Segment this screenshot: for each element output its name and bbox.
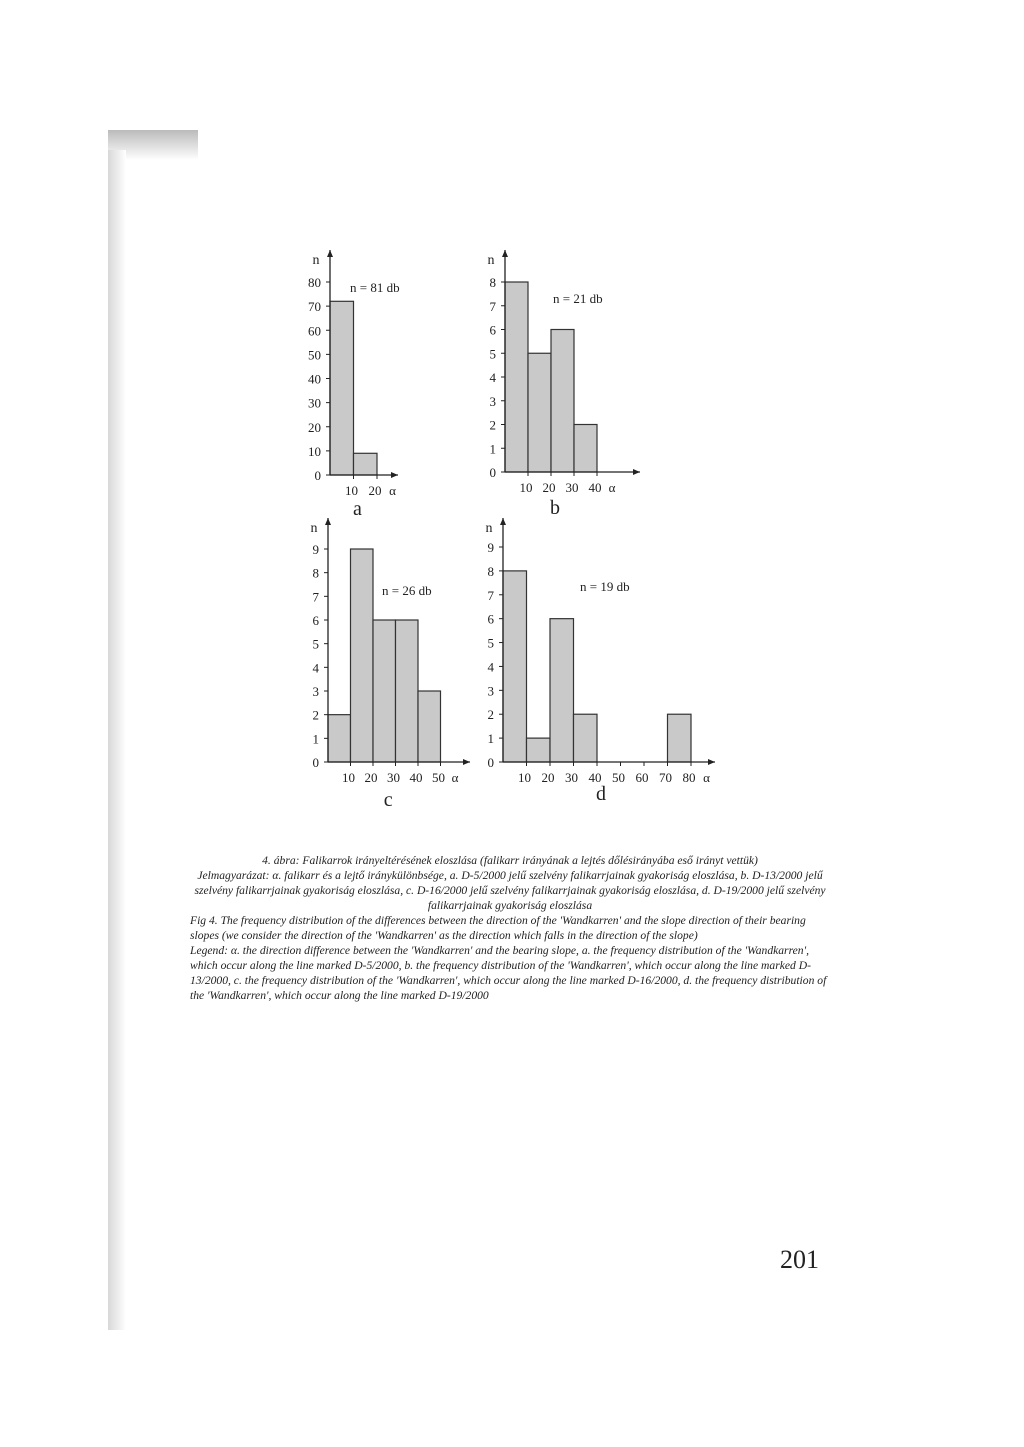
- histogram-bar-b-3: [551, 330, 574, 473]
- x-tick-label-c-30: 30: [387, 770, 400, 785]
- y-tick-label-d-1: 1: [487, 731, 494, 747]
- x-tick-label-d-60: 60: [635, 770, 649, 785]
- y-tick-label-c-0: 0: [312, 755, 319, 770]
- y-tick-label-c-4: 4: [312, 660, 319, 676]
- x-tick-label-d-20: 20: [541, 770, 555, 785]
- y-tick-label-a-40: 40: [308, 371, 321, 387]
- x-tick-label-b-20: 20: [542, 480, 556, 495]
- y-tick-label-d-6: 6: [487, 611, 494, 627]
- x-axis-arrow-d: [708, 759, 715, 765]
- y-tick-label-b-5: 5: [489, 346, 496, 362]
- y-tick-label-c-9: 9: [312, 542, 319, 557]
- x-tick-label-c-50: 50: [432, 770, 445, 785]
- y-tick-label-b-4: 4: [489, 370, 496, 385]
- histogram-bar-a-2: [354, 453, 378, 475]
- y-tick-label-a-70: 70: [308, 299, 321, 315]
- x-tick-label-a-20: 20: [368, 483, 382, 498]
- y-tick-label-a-10: 10: [308, 443, 321, 459]
- sample-size-annotation-d: n = 19 db: [580, 579, 630, 594]
- histogram-bar-b-1: [505, 282, 528, 472]
- y-tick-label-c-3: 3: [312, 684, 319, 699]
- caption-hu-title: 4. ábra: Falikarrok irányeltérésének eloszlása (falikarr irányának a lejtés dőlésirányába eső irányt vettük): [262, 854, 758, 867]
- x-tick-label-a-10: 10: [345, 483, 358, 498]
- figure-caption: [190, 853, 830, 1003]
- x-tick-label-d-30: 30: [565, 770, 578, 785]
- panel-label-a: a: [353, 498, 362, 520]
- y-tick-label-b-7: 7: [489, 298, 496, 314]
- x-tick-label-b-40: 40: [588, 480, 602, 495]
- x-tick-label-c-10: 10: [342, 770, 355, 785]
- sample-size-annotation-c: n = 26 db: [382, 583, 432, 598]
- y-tick-label-b-2: 2: [489, 417, 496, 433]
- histogram-bar-c-2: [351, 549, 374, 762]
- histogram-bar-d-3: [550, 619, 574, 762]
- x-tick-label-d-50: 50: [612, 770, 625, 785]
- y-axis-label-a: n: [312, 253, 320, 268]
- y-tick-label-d-7: 7: [487, 587, 494, 603]
- histogram-bar-c-4: [396, 620, 419, 762]
- y-tick-label-c-2: 2: [312, 707, 319, 723]
- y-tick-label-c-7: 7: [312, 589, 319, 605]
- panel-label-d: d: [596, 783, 606, 805]
- y-tick-label-a-50: 50: [308, 347, 321, 363]
- y-tick-label-b-6: 6: [489, 322, 496, 338]
- histogram-bar-b-2: [528, 353, 551, 472]
- y-tick-label-d-2: 2: [487, 707, 494, 723]
- x-tick-label-c-40: 40: [409, 770, 423, 785]
- caption-en-title: Fig 4. The frequency distribution of the differences between the direction of the 'Wandkarren' and the slope direction of their bearing slopes (we consider the direction of the 'Wandkarren' as the direction which falls in the direction of the slope): [190, 914, 806, 942]
- page-number: 201: [780, 1245, 819, 1274]
- histogram-bar-c-1: [328, 715, 351, 762]
- y-tick-label-c-8: 8: [312, 565, 319, 581]
- x-tick-label-d-40: 40: [588, 770, 602, 785]
- y-tick-label-b-0: 0: [489, 465, 496, 480]
- y-tick-label-d-0: 0: [487, 755, 494, 770]
- histogram-bar-d-4: [574, 714, 598, 762]
- x-axis-label-a: α: [389, 483, 396, 498]
- y-tick-label-d-9: 9: [487, 540, 494, 555]
- panel-label-b: b: [550, 497, 560, 519]
- y-tick-label-d-4: 4: [487, 659, 494, 675]
- y-axis-arrow-c: [325, 518, 331, 525]
- y-tick-label-a-0: 0: [314, 468, 321, 483]
- x-axis-arrow-c: [463, 759, 470, 765]
- x-tick-label-b-30: 30: [565, 480, 579, 495]
- x-tick-label-d-80: 80: [682, 770, 696, 785]
- y-axis-arrow-a: [327, 250, 333, 257]
- y-tick-label-b-8: 8: [489, 275, 496, 290]
- y-tick-label-a-80: 80: [308, 275, 321, 290]
- histogram-bar-c-5: [418, 691, 441, 762]
- histogram-bar-d-1: [503, 571, 527, 762]
- y-tick-label-c-6: 6: [312, 613, 319, 628]
- x-axis-arrow-b: [633, 469, 640, 475]
- x-tick-label-d-70: 70: [659, 770, 672, 785]
- x-tick-label-b-10: 10: [519, 480, 533, 495]
- y-axis-label-d: n: [485, 521, 493, 536]
- y-tick-label-b-3: 3: [489, 393, 496, 409]
- y-axis-label-b: n: [487, 253, 495, 268]
- y-tick-label-a-20: 20: [308, 419, 321, 435]
- y-tick-label-a-60: 60: [308, 323, 321, 339]
- y-axis-arrow-b: [502, 250, 508, 257]
- y-axis-label-c: n: [310, 521, 318, 536]
- x-tick-label-c-20: 20: [364, 770, 378, 785]
- x-axis-label-c: α: [451, 770, 459, 785]
- histogram-bar-d-2: [527, 738, 551, 762]
- y-tick-label-a-30: 30: [308, 395, 321, 411]
- y-axis-arrow-d: [500, 518, 506, 525]
- sample-size-annotation-b: n = 21 db: [553, 291, 603, 306]
- y-tick-label-d-5: 5: [487, 635, 494, 651]
- histogram-bar-b-4: [574, 425, 597, 473]
- x-axis-label-d: α: [703, 770, 710, 785]
- sample-size-annotation-a: n = 81 db: [350, 280, 400, 295]
- y-tick-label-d-8: 8: [487, 563, 494, 579]
- caption-en-legend: Legend: α. the direction difference between the 'Wandkarren' and the bearing slope, a. the frequency distribution of the 'Wandkarren', which occur along the line marked D-5/2000, b. the frequency distribution of the 'Wandkarren', which occur along the line marked D-13/2000, c. the frequency distribution of the 'Wandkarren', which occur along the line marked D-16/2000, d. the frequency distribution of the 'Wandkarren', which occur along the line marked D-19/2000: [190, 944, 827, 1002]
- x-axis-arrow-a: [391, 472, 398, 478]
- histogram-bar-d-8: [668, 714, 692, 762]
- y-tick-label-d-3: 3: [487, 683, 494, 699]
- caption-hu-legend: Jelmagyarázat: α. falikarr és a lejtő iránykülönbsége, a. D-5/2000 jelű szelvény falikarrjainak gyakoriság eloszlása, b. D-13/2000 jelű szelvény falikarrjainak gyakoriság eloszlása, c. D-16/2000 jelű szelvény falikarrjainak gyakoriság eloszlása, d. D-19/2000 jelű szelvény falikarrjainak gyakoriság eloszlása: [194, 869, 826, 912]
- y-tick-label-b-1: 1: [489, 441, 496, 457]
- y-tick-label-c-1: 1: [312, 731, 319, 747]
- histogram-bar-a-1: [330, 301, 354, 475]
- panel-label-c: c: [383, 789, 393, 811]
- y-tick-label-c-5: 5: [312, 636, 319, 652]
- x-tick-label-d-10: 10: [518, 770, 531, 785]
- x-axis-label-b: α: [608, 480, 616, 495]
- histogram-bar-c-3: [373, 620, 396, 762]
